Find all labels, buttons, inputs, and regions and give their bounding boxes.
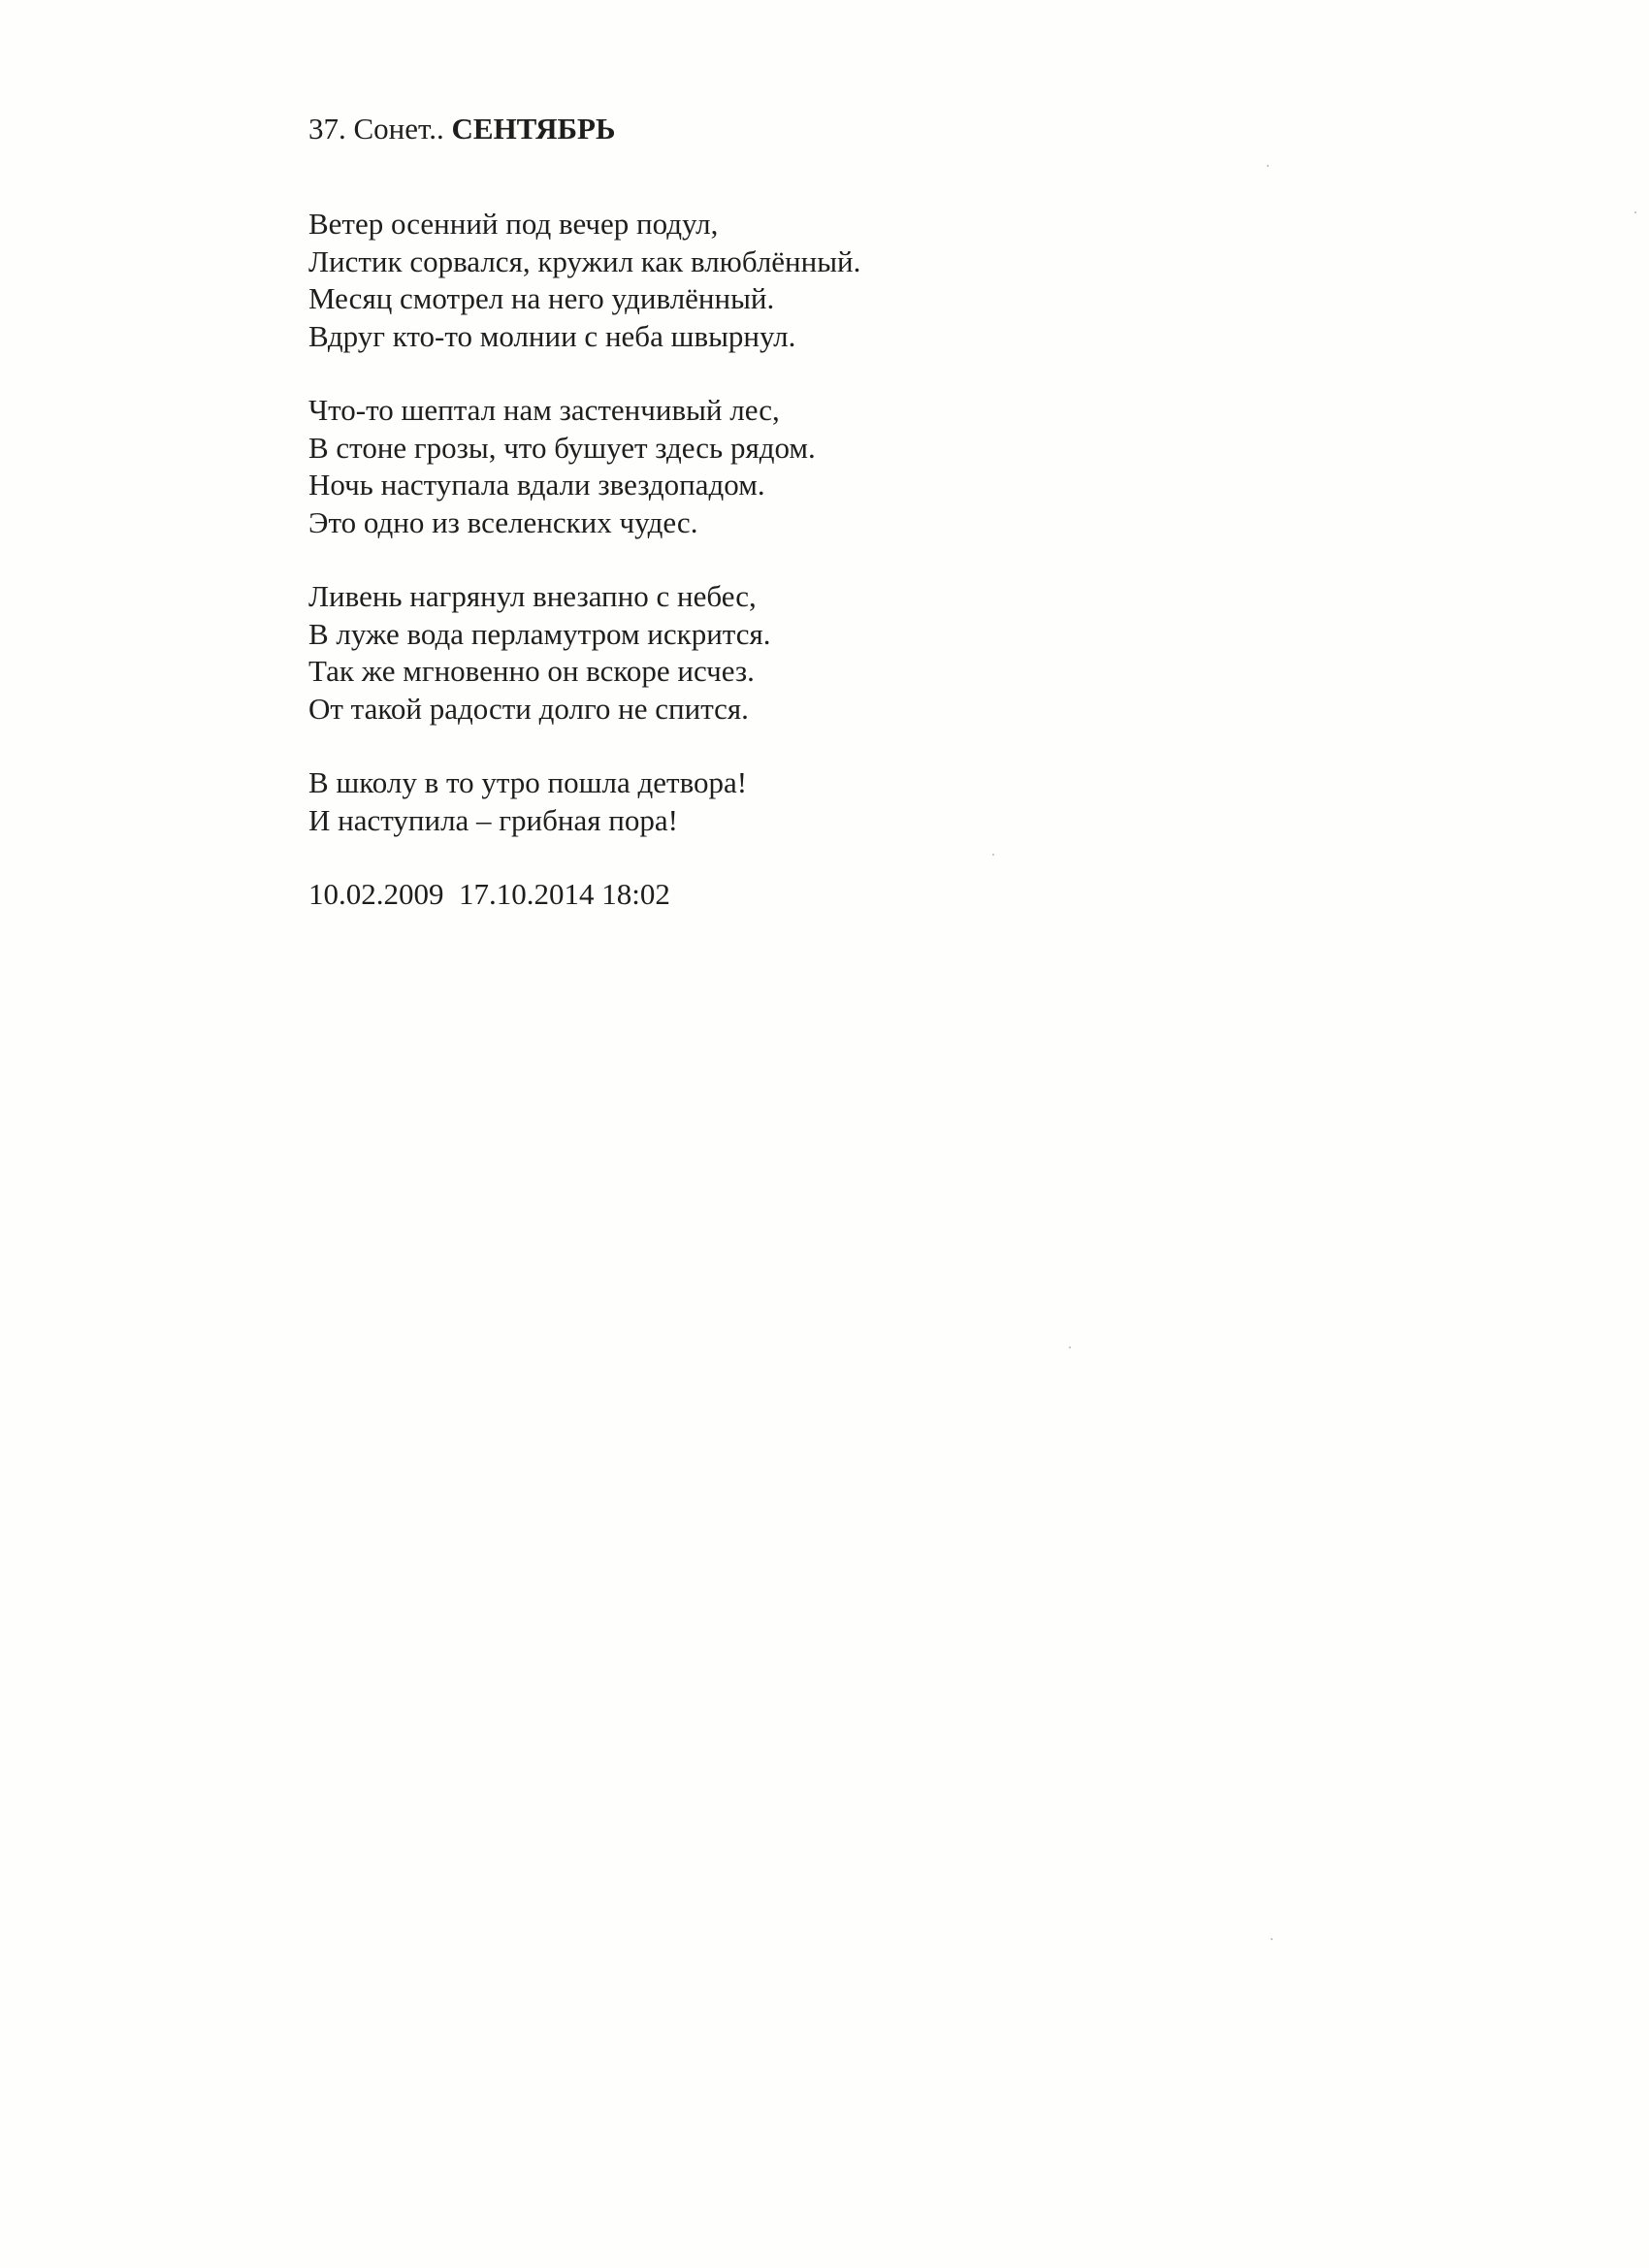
stanza-2 [308, 392, 1472, 541]
poem-line: И наступила – грибная пора! [308, 802, 678, 837]
scan-speck [1267, 165, 1269, 167]
poem-title-prefix: 37. Сонет.. [308, 112, 444, 146]
poem-line: Это одно из вселенских чудес. [308, 504, 698, 539]
stanza-4 [308, 764, 1472, 839]
poem-title [308, 109, 1472, 149]
stanza-1 [308, 206, 1472, 355]
poem-dates: 10.02.2009 17.10.2014 18:02 [308, 877, 670, 911]
poem-line: Так же мгновенно он вскоре исчез. [308, 654, 755, 688]
poem-line: В луже вода перламутром искрится. [308, 616, 771, 651]
poem-line: От такой радости долго не спится. [308, 691, 749, 726]
poem-line: Листик сорвался, кружил как влюблённый. [308, 243, 861, 278]
scan-speck [1069, 1346, 1071, 1348]
poem-line: В школу в то утро пошла детвора! [308, 765, 748, 799]
poem-line: Вдруг кто-то молнии с неба швырнул. [308, 318, 796, 353]
scan-speck [992, 854, 994, 856]
poem-content [308, 109, 1472, 914]
poem-line: Ливень нагрянул внезапно с небес, [308, 579, 757, 613]
poem-title-name: СЕНТЯБРЬ [451, 112, 616, 146]
poem-line: В стоне грозы, что бушует здесь рядом. [308, 430, 816, 465]
scan-speck [1271, 1938, 1273, 1940]
scan-speck [1634, 211, 1636, 213]
poem-line: Месяц смотрел на него удивлённый. [308, 281, 775, 315]
poem-line: Ветер осенний под вечер подул, [308, 207, 719, 241]
poem-line: Ночь наступала вдали звездопадом. [308, 468, 765, 502]
stanza-3 [308, 578, 1472, 728]
poem-line: Что-то шептал нам застенчивый лес, [308, 393, 780, 427]
